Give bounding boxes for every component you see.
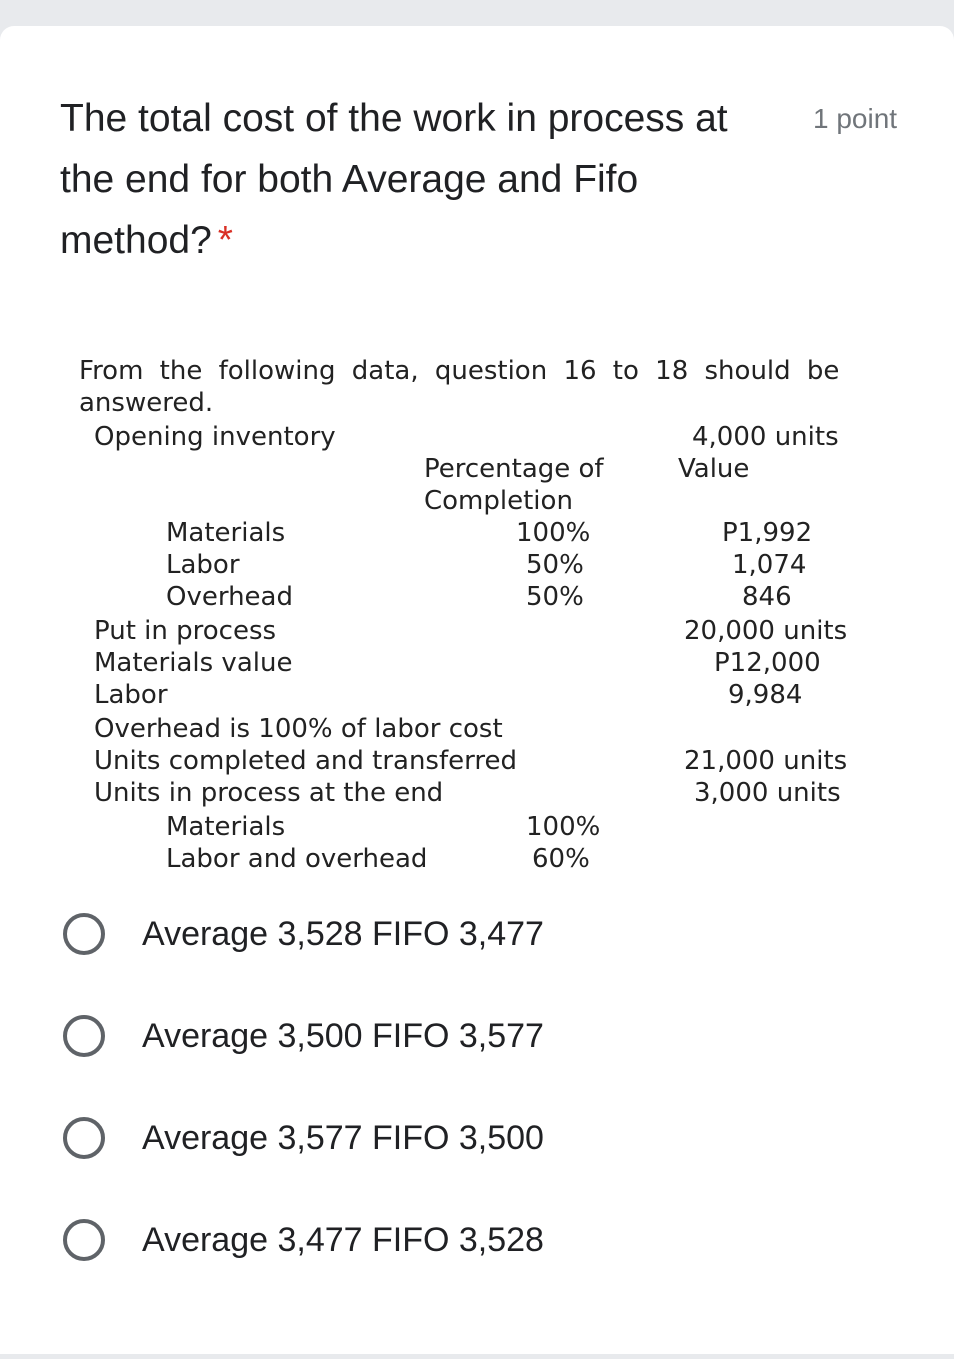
question-image	[60, 334, 894, 890]
materials-value: P12,000	[714, 648, 821, 678]
in-process-end-value: 3,000 units	[694, 778, 841, 808]
completed-value: 21,000 units	[684, 746, 848, 776]
row-materials-value: P1,992	[722, 518, 813, 548]
radio-button[interactable]	[63, 1117, 105, 1159]
option-label: Average 3,500 FIFO 3,577	[142, 1016, 544, 1055]
row-overhead-label: Overhead	[166, 582, 293, 612]
pct-header-line-2: Completion	[424, 486, 573, 516]
points-label: 1 point	[813, 103, 898, 134]
end-materials-label: Materials	[166, 812, 286, 842]
end-labor-overhead-label: Labor and overhead	[166, 844, 428, 874]
radio-button[interactable]	[63, 1015, 105, 1057]
materials-value-label: Materials value	[94, 648, 293, 678]
row-labor-label: Labor	[166, 550, 240, 580]
completed-label: Units completed and transferred	[94, 746, 517, 776]
option-label: Average 3,477 FIFO 3,528	[142, 1220, 544, 1259]
row-labor-value: 1,074	[732, 550, 807, 580]
put-in-process-value: 20,000 units	[684, 616, 848, 646]
labor-label: Labor	[94, 680, 168, 710]
pct-header-line-1: Percentage of	[424, 454, 604, 484]
question-text: The total cost of the work in process at the end for both Average and Fifo method?	[60, 97, 728, 262]
option-2[interactable]	[60, 1006, 894, 1066]
radio-button[interactable]	[63, 1219, 105, 1261]
row-materials-pct: 100%	[516, 518, 591, 548]
in-process-end-label: Units in process at the end	[94, 778, 444, 808]
put-in-process-label: Put in process	[94, 616, 277, 646]
intro-line-2: answered.	[79, 388, 214, 418]
labor-value: 9,984	[728, 680, 803, 710]
row-materials-label: Materials	[166, 518, 286, 548]
radio-button[interactable]	[63, 913, 105, 955]
value-header: Value	[678, 454, 750, 484]
intro-line-1: From the following data, question 16 to 18 should be	[79, 356, 840, 386]
question-title	[60, 88, 790, 271]
opening-inventory-label: Opening inventory	[94, 422, 336, 452]
question-card	[0, 26, 954, 1354]
opening-inventory-units: 4,000 units	[692, 422, 839, 452]
option-label: Average 3,577 FIFO 3,500	[142, 1118, 544, 1157]
row-overhead-pct: 50%	[526, 582, 584, 612]
end-labor-overhead-pct: 60%	[532, 844, 590, 874]
option-1[interactable]	[60, 904, 894, 964]
option-4[interactable]	[60, 1210, 894, 1270]
row-labor-pct: 50%	[526, 550, 584, 580]
required-marker: *	[217, 219, 233, 262]
end-materials-pct: 100%	[526, 812, 601, 842]
row-overhead-value: 846	[742, 582, 792, 612]
option-3[interactable]	[60, 1108, 894, 1168]
option-label: Average 3,528 FIFO 3,477	[142, 914, 544, 953]
overhead-note: Overhead is 100% of labor cost	[94, 714, 503, 744]
